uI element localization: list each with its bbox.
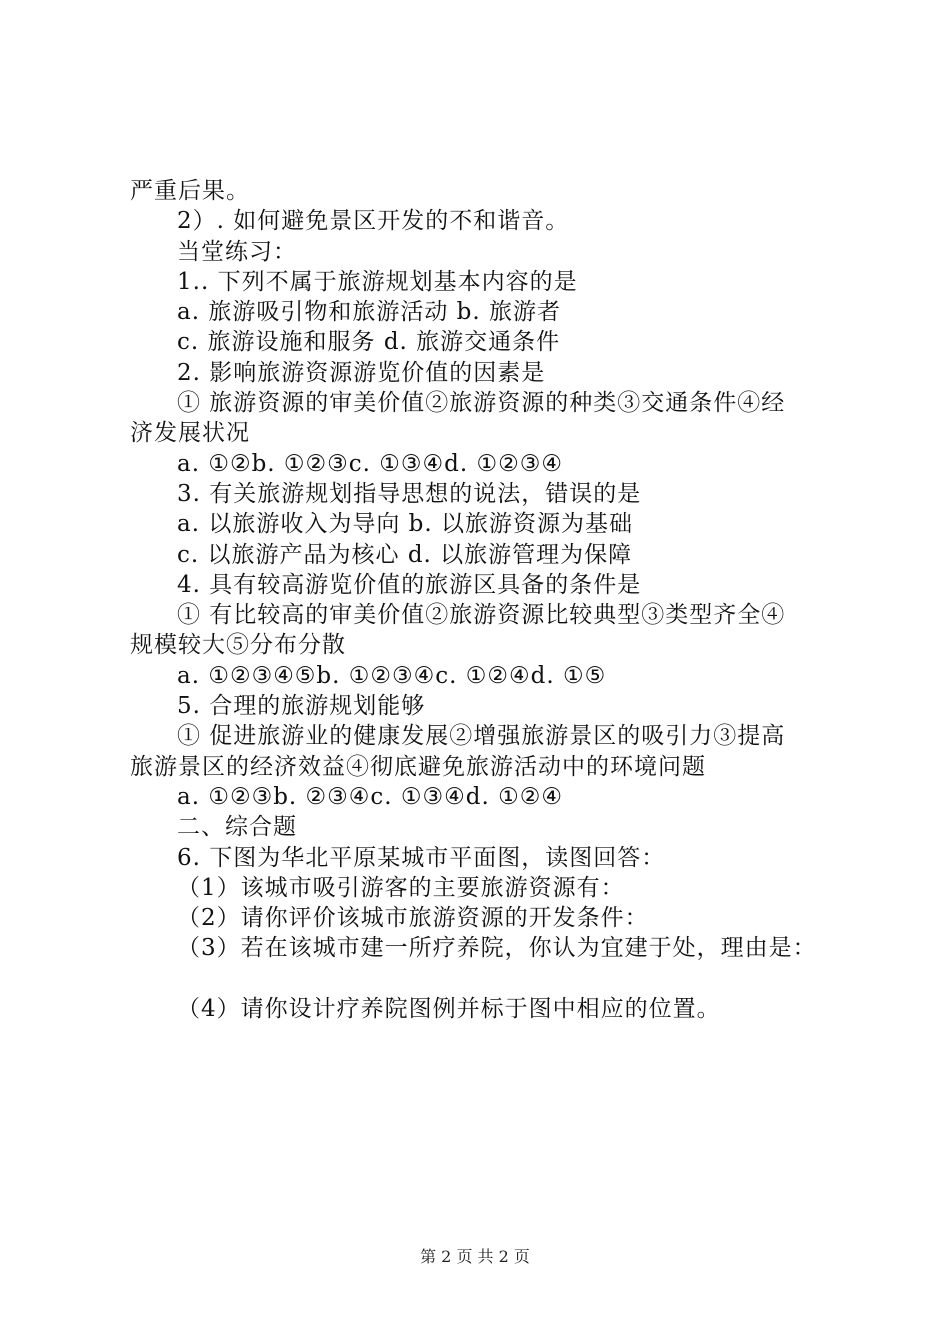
text-line: ① 旅游资源的审美价值②旅游资源的种类③交通条件④经	[177, 390, 786, 417]
text-line: （1）该城市吸引游客的主要旅游资源有：	[177, 874, 625, 901]
text-line: a. 旅游吸引物和旅游活动 b. 旅游者	[177, 299, 561, 326]
text-line: ① 促进旅游业的健康发展②增强旅游景区的吸引力③提高	[177, 723, 786, 750]
text-line: a. ①②③b. ②③④c. ①③④d. ①②④	[177, 783, 563, 810]
text-line: 5. 合理的旅游规划能够	[177, 693, 426, 720]
text-line: 旅游景区的经济效益④彻底避免旅游活动中的环境问题	[130, 753, 706, 780]
text-line: 当堂练习：	[177, 238, 297, 265]
text-line: 2. 影响旅游资源游览价值的因素是	[177, 359, 546, 386]
text-line: 1.. 下列不属于旅游规划基本内容的是	[177, 268, 578, 295]
text-line: 规模较大⑤分布分散	[130, 632, 346, 659]
text-line: a. 以旅游收入为导向 b. 以旅游资源为基础	[177, 511, 633, 538]
text-line: a. ①②b. ①②③c. ①③④d. ①②③④	[177, 450, 563, 477]
text-line: 6. 下图为华北平原某城市平面图，读图回答：	[177, 844, 666, 871]
text-line: 二、综合题	[177, 814, 297, 841]
text-line: 2）. 如何避免景区开发的不和谐音。	[177, 208, 570, 235]
blank-gap	[130, 964, 842, 994]
text-line: （3）若在该城市建一所疗养院，你认为宜建于处，理由是：	[177, 935, 817, 962]
text-line: c. 以旅游产品为核心 d. 以旅游管理为保障	[177, 541, 633, 568]
text-line: ① 有比较高的审美价值②旅游资源比较典型③类型齐全④	[177, 602, 786, 629]
text-line: （4）请你设计疗养院图例并标于图中相应的位置。	[177, 995, 721, 1022]
text-line: 严重后果。	[130, 178, 250, 204]
text-line: 济发展状况	[130, 420, 250, 447]
text-line: 3. 有关旅游规划指导思想的说法，错误的是	[177, 480, 642, 507]
text-line: c. 旅游设施和服务 d. 旅游交通条件	[177, 329, 561, 356]
text-line: （2）请你评价该城市旅游资源的开发条件：	[177, 905, 649, 932]
text-line: a. ①②③④⑤b. ①②③④c. ①②④d. ①⑤	[177, 662, 607, 689]
page-footer: 第 2 页 共 2 页	[420, 1247, 530, 1266]
text-line: 4. 具有较高游览价值的旅游区具备的条件是	[177, 571, 642, 598]
document-body	[130, 176, 842, 1024]
